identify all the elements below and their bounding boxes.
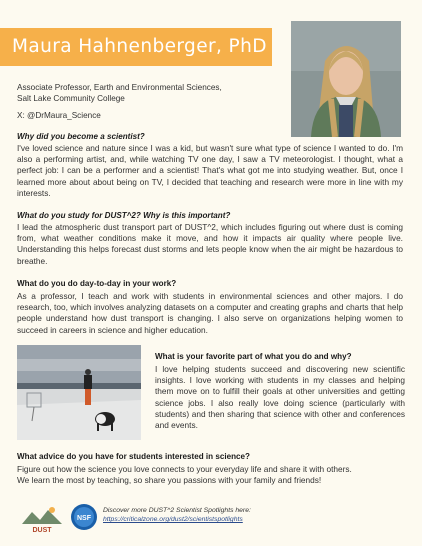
footer-discover-text: Discover more DUST^2 Scientist Spotlights here: — [103, 507, 251, 514]
question-advice: What advice do you have for students interested in science? — [17, 452, 250, 461]
question-day-to-day: What do you do day-to-day in your work? — [17, 279, 177, 288]
question-what-study: What do you study for DUST^2? Why is this important? — [17, 211, 231, 220]
affiliation-institution: Salt Lake Community College — [17, 94, 125, 104]
spotlights-link[interactable]: https://criticalzone.org/dust2/scientistspotlights — [103, 516, 243, 524]
nsf-logo — [70, 502, 98, 532]
nsf-logo-text: NSF — [77, 515, 91, 522]
answer-what-study: I lead the atmospheric dust transport part of DUST^2, which includes figuring out where dust is coming from, what weather conditions make it move, and how it impacts air quality where people live. Understanding this helps forecast dust storms and lets people know when the air might be hazardous to breathe. — [17, 222, 403, 266]
dust2-logo — [20, 502, 64, 534]
social-handle: X: @DrMaura_Science — [17, 111, 101, 120]
field-photo — [17, 345, 141, 440]
affiliation — [17, 82, 287, 105]
dust2-logo-text: DUST — [32, 527, 52, 534]
answer-advice-line1: Figure out how the science you love connects to your everyday life and share it with others. — [17, 464, 352, 474]
answer-advice-line2: We learn the most by teaching, so share you passions with your family and friends! — [17, 475, 322, 486]
portrait-photo — [291, 21, 401, 137]
answer-why-scientist: I've loved science and nature since I was a kid, but wasn't sure what type of science I wanted to do. I'm also a performing artist, and, while watching TV one day, I saw a TV meteorologist. I thought, what a perfect job: I can be a performer and a scientist! That's what got me into studying weather. But, once I learned more about about being on TV, I decided that teaching and research were more in line with my interests. — [17, 143, 403, 198]
answer-day-to-day: As a professor, I teach and work with students in environmental sciences and other majors. I do research, too, which involves analyzing datasets on a computer and creating graphs and charts that help people understand how dust transport is changing. I also serve on organizations helping women to succeed in careers in science and higher education. — [17, 291, 403, 335]
answer-advice — [17, 464, 417, 486]
question-favorite-part: What is your favorite part of what you do and why? — [155, 352, 352, 361]
answer-favorite-part: I love helping students succeed and discovering new scientific insights. I love working with students in my classes and helping them move on to fulfill their goals at other universities and getting science jobs. I also really love doing science (particularly with students) and then sharing that science with other and conferences and events. — [155, 364, 405, 431]
footer-text — [103, 506, 251, 524]
question-why-scientist: Why did you become a scientist? — [17, 132, 145, 141]
scientist-name: Maura Hahnenberger, PhD — [12, 36, 267, 57]
affiliation-title: Associate Professor, Earth and Environmental Sciences, — [17, 83, 222, 92]
